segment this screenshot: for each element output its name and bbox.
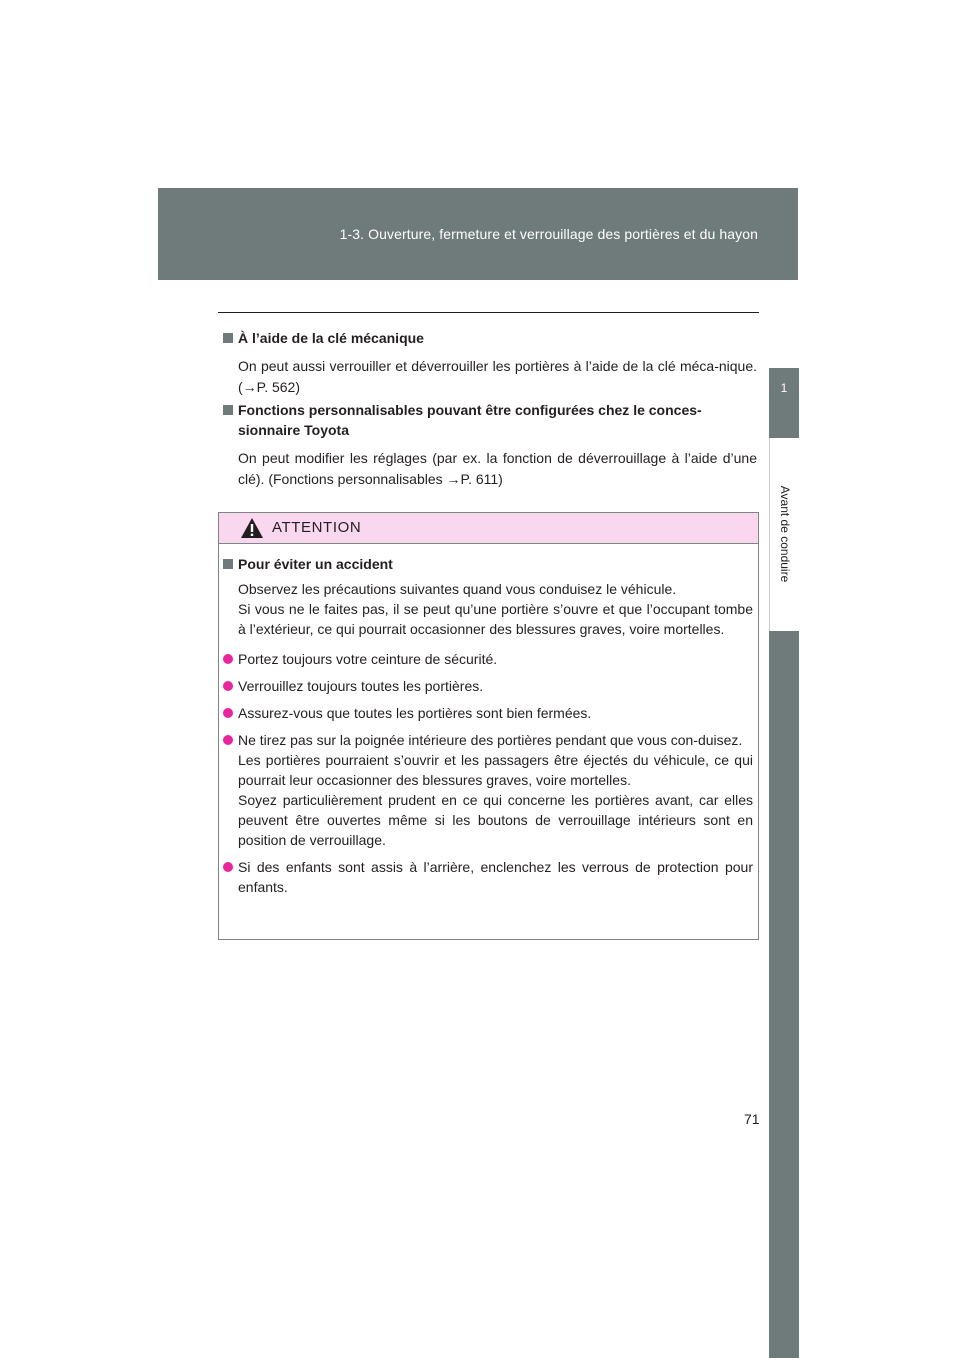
top-rule bbox=[218, 312, 759, 313]
chapter-label: Avant de conduire bbox=[778, 485, 792, 583]
section-heading: Fonctions personnalisables pouvant être configurées chez le conces-sionnaire Toyota bbox=[238, 402, 702, 438]
square-marker-icon bbox=[223, 559, 233, 569]
warning-heading: Pour éviter un accident bbox=[238, 556, 393, 572]
list-item bbox=[223, 730, 753, 850]
list-item bbox=[223, 676, 753, 696]
bullet-dot-icon bbox=[223, 654, 233, 664]
bullet-text: Ne tirez pas sur la poignée intérieure des portières pendant que vous con-duisez. bbox=[238, 732, 743, 748]
bullet-text: Assurez-vous que toutes les portières sont bien fermées. bbox=[238, 705, 592, 721]
page-number: 71 bbox=[744, 1111, 760, 1127]
section-text: On peut aussi verrouiller et déverrouiller les portières à l’aide de la clé méca-nique. (→P. 562) bbox=[238, 358, 757, 395]
section-heading: À l’aide de la clé mécanique bbox=[238, 330, 424, 346]
bullet-text: Si des enfants sont assis à l’arrière, enclenchez les verrous de protection pour enfants. bbox=[238, 859, 753, 895]
warning-triangle-icon bbox=[240, 517, 264, 539]
side-band bbox=[769, 631, 799, 1358]
warning-header bbox=[219, 513, 758, 544]
section-custom-functions bbox=[223, 400, 757, 490]
bullet-dot-icon bbox=[223, 708, 233, 718]
section-text: On peut modifier les réglages (par ex. la fonction de déverrouillage à l’aide d’une clé). (Fonctions personnalisables →P. 611) bbox=[238, 450, 757, 487]
list-item bbox=[223, 703, 753, 723]
warning-content bbox=[219, 554, 758, 897]
bullet-text: Les portières pourraient s’ouvrir et les passagers être éjectés du véhicule, ce qui pourrait leur occasionner des blessures graves, voire mortelles. bbox=[238, 752, 753, 788]
bullet-dot-icon bbox=[223, 735, 233, 745]
warning-intro-text: Si vous ne le faites pas, il se peut qu’une portière s’ouvre et que l’occupant tombe à l’extérieur, ce qui pourrait occasionner des blessures graves, voire mortelles. bbox=[238, 601, 753, 637]
warning-intro-line: Observez les précautions suivantes quand vous conduisez le véhicule. bbox=[238, 581, 677, 597]
warning-label: ATTENTION bbox=[272, 519, 362, 536]
bullet-text: Verrouillez toujours toutes les portières. bbox=[238, 678, 484, 694]
bullet-dot-icon bbox=[223, 862, 233, 872]
bullet-text: Portez toujours votre ceinture de sécurité. bbox=[238, 651, 498, 667]
warning-box bbox=[218, 512, 759, 940]
section-mechanical-key bbox=[223, 328, 757, 398]
chapter-label-strip bbox=[769, 438, 799, 631]
list-item bbox=[223, 649, 753, 669]
header-band bbox=[158, 188, 798, 280]
chapter-number: 1 bbox=[780, 381, 788, 395]
square-marker-icon bbox=[223, 333, 233, 343]
bullet-text: Soyez particulièrement prudent en ce qui concerne les portières avant, car elles peuvent être ouvertes même si les boutons de verrouillage intérieurs sont en position de verrouillage. bbox=[238, 792, 753, 848]
chapter-tab bbox=[769, 368, 799, 438]
section-title: 1-3. Ouverture, fermeture et verrouillage des portières et du hayon bbox=[339, 226, 758, 242]
square-marker-icon bbox=[223, 405, 233, 415]
bullet-dot-icon bbox=[223, 681, 233, 691]
list-item bbox=[223, 857, 753, 897]
